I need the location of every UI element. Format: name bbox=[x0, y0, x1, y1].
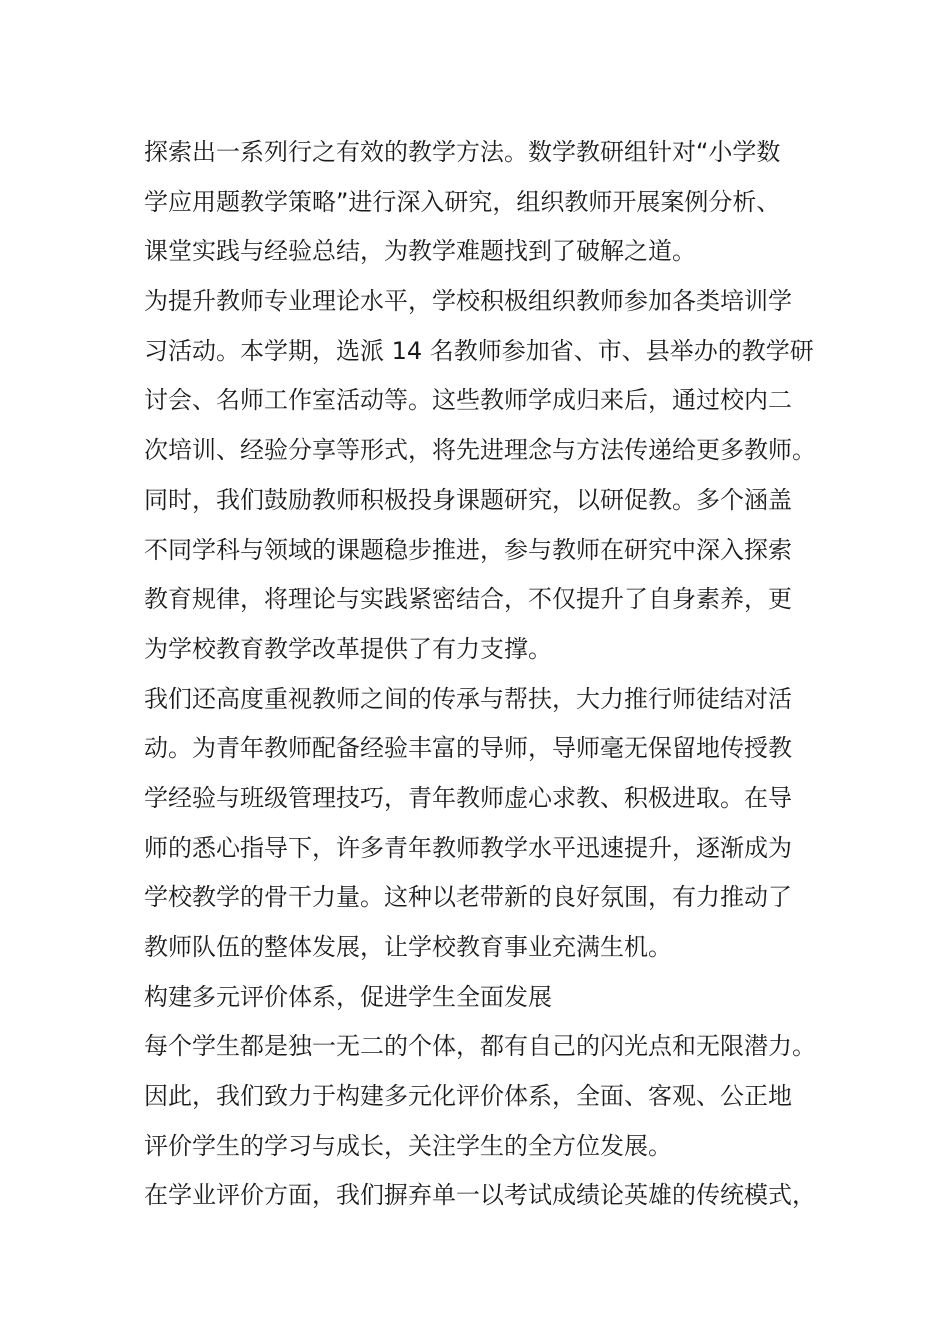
text-line: 每个学生都是独一无二的个体，都有自己的闪光点和无限潜力。 bbox=[144, 1032, 816, 1061]
text-line: 学校教学的骨干力量。这种以老带新的良好氛围，有力推动了 bbox=[144, 883, 792, 912]
text-line: 因此，我们致力于构建多元化评价体系，全面、客观、公正地 bbox=[144, 1082, 792, 1111]
text-line: 动。为青年教师配备经验丰富的导师，导师毫无保留地传授教 bbox=[144, 734, 792, 763]
text-line: 课堂实践与经验总结，为教学难题找到了破解之道。 bbox=[144, 237, 696, 266]
text-line: 在学业评价方面，我们摒弃单一以考试成绩论英雄的传统模式， bbox=[144, 1181, 816, 1210]
text-line: 我们还高度重视教师之间的传承与帮扶，大力推行师徒结对活 bbox=[144, 684, 792, 713]
text-line: 次培训、经验分享等形式，将先进理念与方法传递给更多教师。 bbox=[144, 436, 816, 465]
text-line: 学应用题教学策略”进行深入研究，组织教师开展案例分析、 bbox=[144, 187, 781, 216]
text-line: 为学校教育教学改革提供了有力支撑。 bbox=[144, 634, 552, 663]
text-line: 习活动。本学期，选派 14 名教师参加省、市、县举办的教学研 bbox=[144, 336, 814, 365]
text-line: 评价学生的学习与成长，关注学生的全方位发展。 bbox=[144, 1131, 672, 1160]
document-body bbox=[0, 128, 950, 1221]
text-line: 不同学科与领域的课题稳步推进，参与教师在研究中深入探索 bbox=[144, 535, 792, 564]
text-line: 同时，我们鼓励教师积极投身课题研究，以研促教。多个涵盖 bbox=[144, 485, 792, 514]
text-line: 为提升教师专业理论水平，学校积极组织教师参加各类培训学 bbox=[144, 287, 792, 316]
text-line: 教师队伍的整体发展，让学校教育事业充满生机。 bbox=[144, 933, 672, 961]
section-heading: 构建多元评价体系，促进学生全面发展 bbox=[144, 982, 552, 1011]
text-line: 师的悉心指导下，许多青年教师教学水平迅速提升，逐渐成为 bbox=[144, 833, 792, 862]
text-line: 学经验与班级管理技巧，青年教师虚心求教、积极进取。在导 bbox=[144, 783, 792, 812]
text-line: 探索出一系列行之有效的教学方法。数学教研组针对“小学数 bbox=[144, 138, 781, 166]
text-line: 讨会、名师工作室活动等。这些教师学成归来后，通过校内二 bbox=[144, 386, 792, 415]
text-line: 教育规律，将理论与实践紧密结合，不仅提升了自身素养，更 bbox=[144, 585, 792, 614]
